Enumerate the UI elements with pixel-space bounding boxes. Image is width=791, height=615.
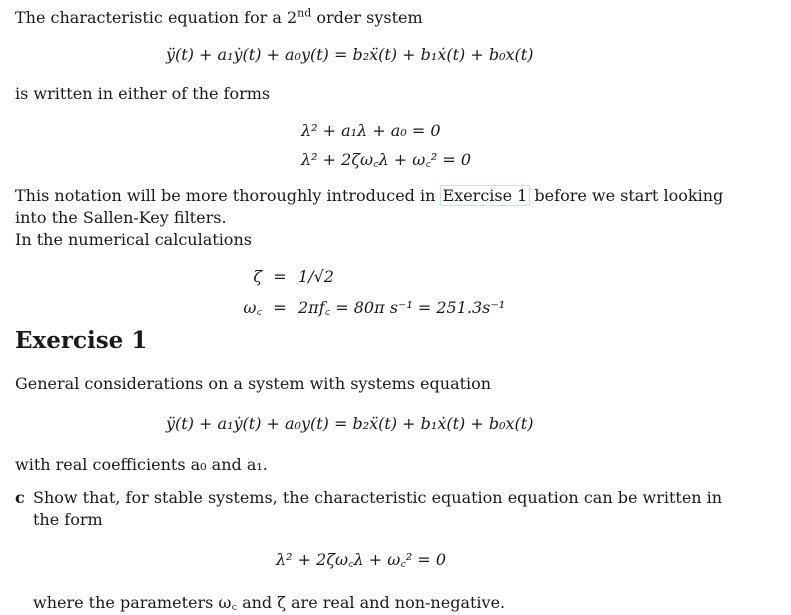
omega-value: 2πf꜀ = 80π s⁻¹ = 251.3s⁻¹ <box>298 298 506 317</box>
characteristic-form-1: λ² + a₁λ + a₀ = 0 <box>301 121 441 140</box>
item-conclusion: where the parameters ω꜀ and ζ are real and non-negative. <box>33 593 506 612</box>
item-text-line-2: the form <box>33 510 103 529</box>
notation-line-1 <box>15 186 723 205</box>
item-equation: λ² + 2ζω꜀λ + ω꜀² = 0 <box>276 550 447 569</box>
item-label: c <box>15 488 25 507</box>
forms-intro-text: is written in either of the forms <box>15 84 271 103</box>
system-equation: ÿ(t) + a₁ẏ(t) + a₀y(t) = b₂ẍ(t) + b₁ẋ(t) + b₀x(t) <box>166 45 534 64</box>
exercise-1-link[interactable]: Exercise 1 <box>440 185 531 206</box>
notation-text-post: before we start looking <box>529 186 724 205</box>
item-text-line-1: Show that, for stable systems, the characteristic equation equation can be written in <box>33 488 723 507</box>
intro-text-post: order system <box>311 8 423 27</box>
ordinal-superscript: nd <box>297 6 312 20</box>
notation-line-2: into the Sallen-Key filters. <box>15 208 227 227</box>
coefficients-text: with real coefficients a₀ and a₁. <box>15 455 268 474</box>
exercise-intro: General considerations on a system with systems equation <box>15 374 492 393</box>
characteristic-form-2: λ² + 2ζω꜀λ + ω꜀² = 0 <box>301 150 472 169</box>
equals-sign: = <box>273 267 287 286</box>
intro-paragraph <box>15 8 423 27</box>
exercise-heading: Exercise 1 <box>15 327 148 354</box>
omega-definition <box>224 296 505 318</box>
notation-text-pre: This notation will be more thoroughly introduced in <box>15 186 441 205</box>
zeta-definition <box>224 267 334 286</box>
zeta-symbol: ζ <box>253 267 262 286</box>
intro-text-pre: The characteristic equation for a 2 <box>15 8 298 27</box>
notation-line-3: In the numerical calculations <box>15 230 252 249</box>
exercise-system-equation: ÿ(t) + a₁ẏ(t) + a₀y(t) = b₂ẍ(t) + b₁ẋ(t) + b₀x(t) <box>166 414 534 433</box>
zeta-value: 1/√2 <box>298 267 334 286</box>
equals-sign: = <box>273 298 287 317</box>
omega-symbol: ω꜀ <box>243 298 262 317</box>
